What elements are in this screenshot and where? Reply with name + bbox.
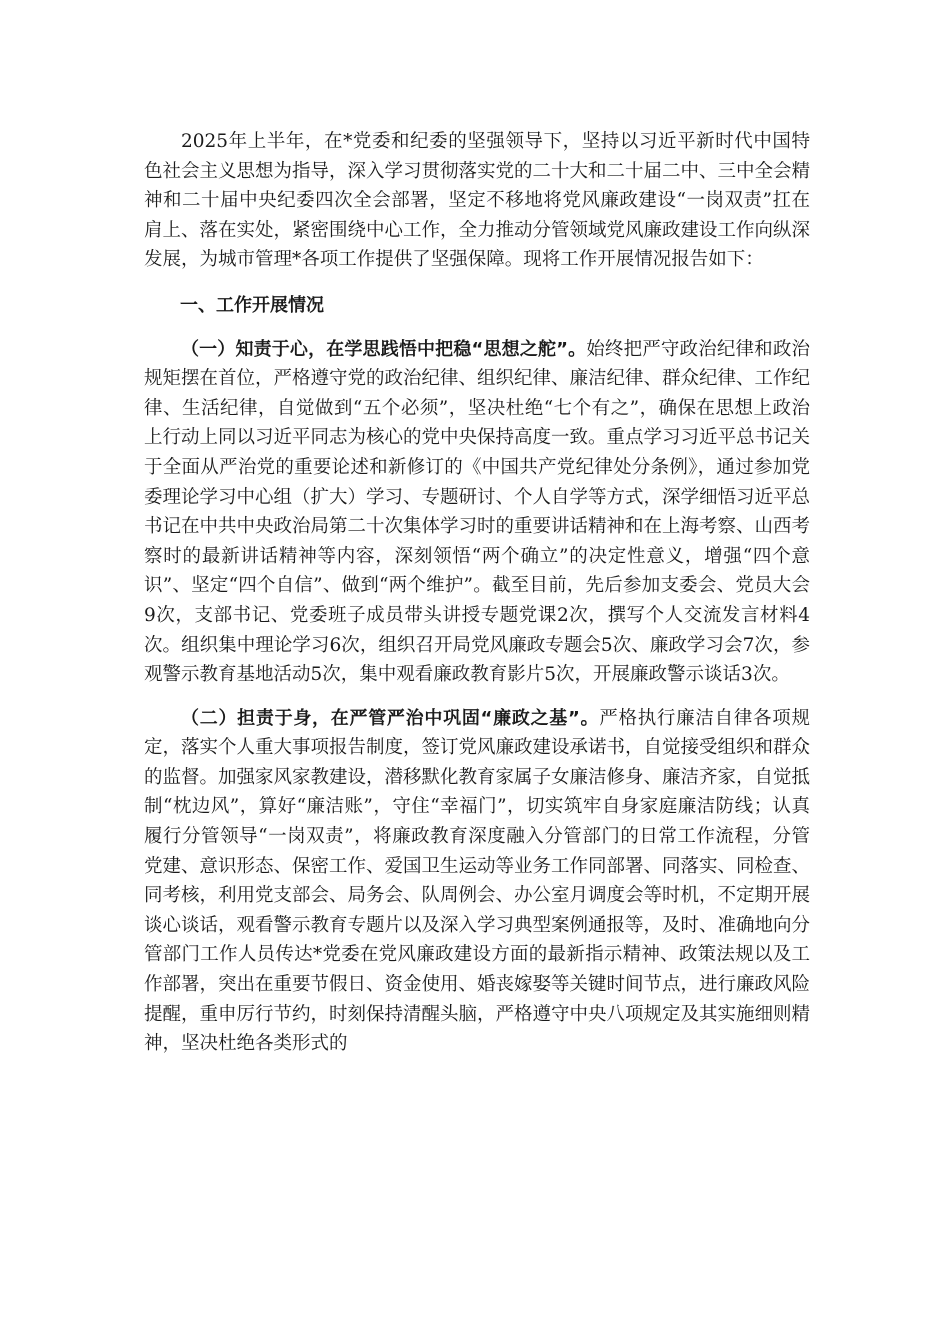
item-lead-2: （二）担责于身，在严管严治中巩固“廉政之基”。 bbox=[181, 707, 600, 729]
item-lead-1: （一）知责于心，在学思践悟中把稳“思想之舵”。 bbox=[181, 338, 587, 360]
item-body-2: 严格执行廉洁自律各项规定，落实个人重大事项报告制度，签订党风廉政建设承诺书，自觉接受组织和群众的监督。加强家风家教建设，潜移默化教育家属子女廉洁修身、廉洁齐家，自觉抵制“枕边风”，算好“廉洁账”，守住“幸福门”，切实筑牢自身家庭廉洁防线；认真履行分管领导“一岗双责”，将廉政教育深度融入分管部门的日常工作流程，分管党建、意识形态、保密工作、爱国卫生运动等业务工作同部署、同落实、同检查、同考核，利用党支部会、局务会、队周例会、办公室月调度会等时机，不定期开展谈心谈话，观看警示教育专题片以及深入学习典型案例通报等，及时、准确地向分管部门工作人员传达*党委在党风廉政建设方面的最新指示精神、政策法规以及工作部署，突出在重要节假日、资金使用、婚丧嫁娶等关键时间节点，进行廉政风险提醒，重申厉行节约，时刻保持清醒头脑，严格遵守中央八项规定及其实施细则精神，坚决杜绝各类形式的 bbox=[144, 707, 811, 1055]
item-paragraph-1 bbox=[144, 335, 810, 690]
document-body bbox=[144, 127, 810, 1059]
section-heading: 一、工作开展情况 bbox=[180, 294, 324, 316]
intro-paragraph: 2025年上半年，在*党委和纪委的坚强领导下，坚持以习近平新时代中国特色社会主义思想为指导，深入学习贯彻落实党的二十大和二十届二中、三中全会精神和二十届中央纪委四次全会部署，坚定不移地将党风廉政建设“一岗双责”扛在肩上、落在实处，紧密围绕中心工作，全力推动分管领域党风廉政建设工作向纵深发展，为城市管理*各项工作提供了坚强保障。现将工作开展情况报告如下： bbox=[144, 131, 811, 271]
item-body-1: 始终把严守政治纪律和政治规矩摆在首位，严格遵守党的政治纪律、组织纪律、廉洁纪律、群众纪律、工作纪律、生活纪律，自觉做到“五个必须”，坚决杜绝“七个有之”，确保在思想上政治上行动上同以习近平同志为核心的党中央保持高度一致。重点学习习近平总书记关于全面从严治党的重要论述和新修订的《中国共产党纪律处分条例》，通过参加党委理论学习中心组（扩大）学习、专题研讨、个人自学等方式，深学细悟习近平总书记在中共中央政治局第二十次集体学习时的重要讲话精神和在上海考察、山西考察时的最新讲话精神等内容，深刻领悟“两个确立”的决定性意义，增强“四个意识”、坚定“四个自信”、做到“两个维护”。截至目前，先后参加支委会、党员大会9次，支部书记、党委班子成员带头讲授专题党课2次，撰写个人交流发言材料4次。组织集中理论学习6次，组织召开局党风廉政专题会5次、廉政学习会7次，参观警示教育基地活动5次，集中观看廉政教育影片5次，开展廉政警示谈话3次。 bbox=[144, 338, 811, 686]
item-paragraph-2 bbox=[144, 704, 810, 1059]
